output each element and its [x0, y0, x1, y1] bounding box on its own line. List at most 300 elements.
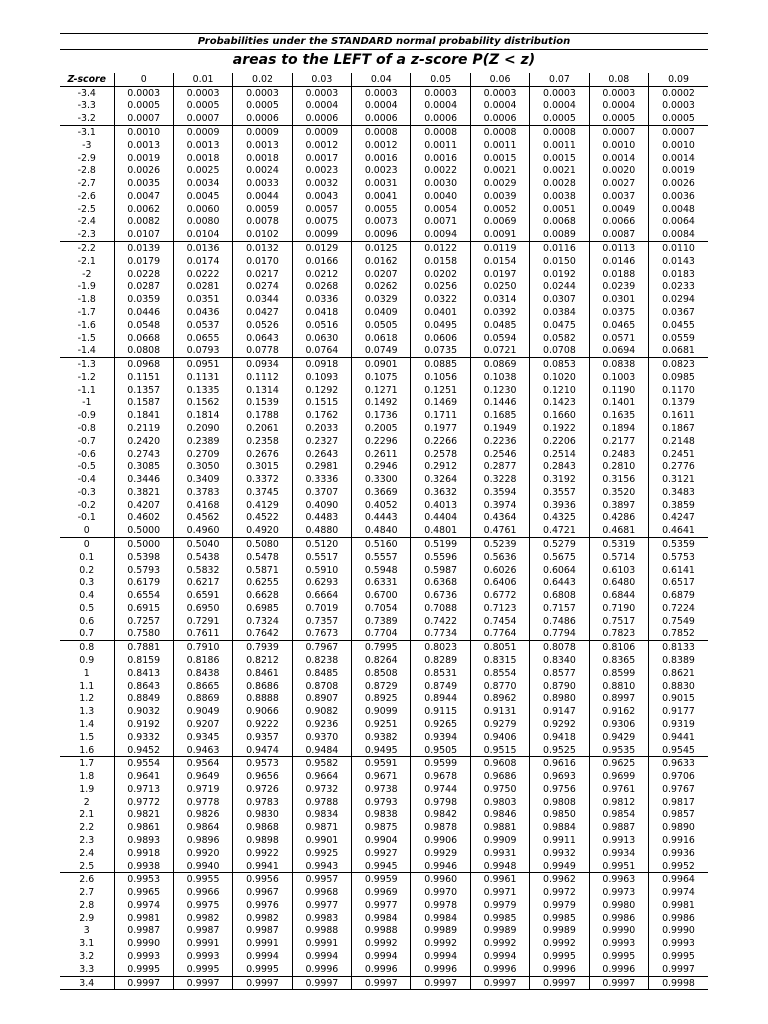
probability-cell: 0.0049: [589, 203, 648, 216]
probability-cell: 0.0132: [233, 242, 292, 255]
probability-cell: 0.0287: [114, 281, 173, 294]
z-score-cell: -0.3: [77, 486, 96, 498]
z-score-cell: -2.1: [77, 255, 96, 267]
probability-cell: 0.1230: [470, 384, 529, 397]
probability-cell: 0.0918: [292, 358, 351, 371]
table-row: [60, 976, 708, 990]
probability-cell: 0.9987: [233, 925, 292, 938]
probability-cell: 0.0025: [173, 164, 232, 177]
probability-cell: 0.0668: [114, 332, 173, 345]
probability-cell: 0.9207: [173, 718, 232, 731]
probability-cell: 0.0102: [233, 228, 292, 241]
decimal-column-header: 0: [114, 73, 173, 86]
probability-cell: 0.7190: [589, 602, 648, 615]
table-row: [60, 216, 708, 229]
table-row: [60, 126, 708, 139]
probability-cell: 0.9452: [114, 744, 173, 757]
probability-cell: 0.7967: [292, 641, 351, 654]
z-score-cell: -2.2: [60, 242, 114, 255]
probability-cell: 0.0107: [114, 228, 173, 241]
probability-cell: 0.9875: [352, 821, 411, 834]
probability-cell: 0.1020: [530, 371, 589, 384]
probability-cell: 0.9986: [589, 912, 648, 925]
table-row: [60, 306, 708, 319]
table-row: [60, 524, 708, 537]
probability-cell: 0.9192: [114, 718, 173, 731]
z-score-cell: -1.2: [77, 371, 96, 383]
probability-cell: 0.0003: [589, 86, 648, 99]
z-score-cell: 0: [60, 538, 114, 551]
probability-cell: 0.9991: [292, 937, 351, 950]
probability-cell: 0.7549: [649, 615, 708, 628]
probability-cell: 0.2676: [233, 448, 292, 461]
z-score-cell: 0.9: [79, 655, 95, 667]
probability-cell: 0.1977: [411, 422, 470, 435]
probability-cell: 0.0359: [114, 293, 173, 306]
probability-cell: 0.2236: [470, 435, 529, 448]
probability-cell: 0.0008: [470, 126, 529, 139]
probability-cell: 0.2420: [114, 435, 173, 448]
probability-cell: 0.0125: [352, 242, 411, 255]
probability-cell: 0.2546: [470, 448, 529, 461]
probability-cell: 0.9474: [233, 744, 292, 757]
probability-cell: 0.9345: [173, 731, 232, 744]
z-score-column-header: Z-score: [60, 73, 114, 86]
probability-cell: 0.9989: [411, 925, 470, 938]
probability-cell: 0.0064: [649, 216, 708, 229]
probability-cell: 0.9826: [173, 809, 232, 822]
probability-cell: 0.0418: [292, 306, 351, 319]
table-row: [60, 783, 708, 796]
probability-cell: 0.0465: [589, 319, 648, 332]
probability-cell: 0.0212: [292, 268, 351, 281]
probability-cell: 0.8133: [649, 641, 708, 654]
probability-cell: 0.0007: [114, 112, 173, 125]
probability-cell: 0.8962: [470, 693, 529, 706]
probability-cell: 0.9938: [114, 860, 173, 873]
probability-cell: 0.9922: [233, 847, 292, 860]
probability-cell: 0.0029: [470, 177, 529, 190]
probability-cell: 0.9713: [114, 783, 173, 796]
probability-cell: 0.4168: [173, 499, 232, 512]
table-row: [60, 667, 708, 680]
probability-cell: 0.8944: [411, 693, 470, 706]
probability-cell: 0.0179: [114, 255, 173, 268]
probability-cell: 0.9991: [173, 937, 232, 950]
probability-cell: 0.0113: [589, 242, 648, 255]
table-row: [60, 293, 708, 306]
probability-cell: 0.9406: [470, 731, 529, 744]
probability-cell: 0.0250: [470, 281, 529, 294]
probability-cell: 0.6517: [649, 576, 708, 589]
probability-cell: 0.9463: [173, 744, 232, 757]
table-row: [60, 564, 708, 577]
probability-cell: 0.0033: [233, 177, 292, 190]
table-row: [60, 744, 708, 757]
probability-cell: 0.9994: [411, 950, 470, 963]
probability-cell: 0.5675: [530, 551, 589, 564]
z-score-cell: 2: [83, 796, 90, 808]
probability-cell: 0.9821: [114, 809, 173, 822]
probability-cell: 0.8212: [233, 654, 292, 667]
probability-cell: 0.9599: [411, 757, 470, 770]
probability-cell: 0.9608: [470, 757, 529, 770]
probability-cell: 0.5910: [292, 564, 351, 577]
probability-cell: 0.7454: [470, 615, 529, 628]
z-score-cell: -2.9: [77, 152, 96, 164]
probability-cell: 0.9664: [292, 770, 351, 783]
probability-cell: 0.1210: [530, 384, 589, 397]
probability-cell: 0.0004: [470, 100, 529, 113]
probability-cell: 0.9693: [530, 770, 589, 783]
probability-cell: 0.1867: [649, 422, 708, 435]
probability-cell: 0.7357: [292, 615, 351, 628]
z-score-cell: 1.3: [79, 706, 95, 718]
probability-cell: 0.1685: [470, 409, 529, 422]
z-score-cell: 0.8: [60, 641, 114, 654]
probability-cell: 0.6591: [173, 589, 232, 602]
probability-cell: 0.0011: [411, 139, 470, 152]
table-row: [60, 242, 708, 255]
probability-cell: 0.5871: [233, 564, 292, 577]
probability-cell: 0.9988: [352, 925, 411, 938]
z-score-cell: 0.6: [79, 615, 95, 627]
probability-cell: 0.0078: [233, 216, 292, 229]
probability-cell: 0.0071: [411, 216, 470, 229]
z-score-cell: -0.9: [77, 410, 96, 422]
probability-cell: 0.9994: [352, 950, 411, 963]
probability-cell: 0.0094: [411, 228, 470, 241]
probability-cell: 0.9963: [589, 873, 648, 886]
probability-cell: 0.3974: [470, 499, 529, 512]
table-row: [60, 809, 708, 822]
probability-cell: 0.9082: [292, 705, 351, 718]
probability-cell: 0.3483: [649, 486, 708, 499]
probability-cell: 0.5000: [114, 524, 173, 537]
probability-cell: 0.9995: [589, 950, 648, 963]
probability-cell: 0.9495: [352, 744, 411, 757]
probability-cell: 0.1841: [114, 409, 173, 422]
probability-cell: 0.9989: [530, 925, 589, 938]
probability-cell: 0.2483: [589, 448, 648, 461]
probability-cell: 0.0003: [173, 86, 232, 99]
probability-cell: 0.1894: [589, 422, 648, 435]
table-row: [60, 203, 708, 216]
probability-cell: 0.9032: [114, 705, 173, 718]
probability-cell: 0.0013: [114, 139, 173, 152]
probability-cell: 0.3821: [114, 486, 173, 499]
probability-cell: 0.1587: [114, 397, 173, 410]
probability-cell: 0.9955: [173, 873, 232, 886]
probability-cell: 0.3897: [589, 499, 648, 512]
probability-cell: 0.0003: [114, 86, 173, 99]
table-row: [60, 435, 708, 448]
probability-cell: 0.8888: [233, 693, 292, 706]
probability-cell: 0.0012: [292, 139, 351, 152]
probability-cell: 0.1271: [352, 384, 411, 397]
probability-cell: 0.9982: [173, 912, 232, 925]
probability-cell: 0.0003: [530, 86, 589, 99]
probability-cell: 0.3264: [411, 473, 470, 486]
probability-cell: 0.0129: [292, 242, 351, 255]
probability-cell: 0.0192: [530, 268, 589, 281]
probability-cell: 0.0022: [411, 164, 470, 177]
table-row: [60, 705, 708, 718]
probability-cell: 0.1446: [470, 397, 529, 410]
probability-cell: 0.1788: [233, 409, 292, 422]
probability-cell: 0.0030: [411, 177, 470, 190]
z-score-cell: -3: [82, 139, 92, 151]
probability-cell: 0.4483: [292, 512, 351, 525]
probability-cell: 0.0006: [470, 112, 529, 125]
probability-cell: 0.9948: [470, 860, 529, 873]
probability-cell: 0.2643: [292, 448, 351, 461]
probability-cell: 0.9985: [530, 912, 589, 925]
table-row: [60, 319, 708, 332]
probability-cell: 0.1515: [292, 397, 351, 410]
probability-cell: 0.9987: [114, 925, 173, 938]
probability-cell: 0.0073: [352, 216, 411, 229]
z-score-cell: 1.4: [79, 718, 95, 730]
probability-cell: 0.9990: [589, 925, 648, 938]
probability-cell: 0.9986: [649, 912, 708, 925]
z-score-cell: -1: [82, 397, 92, 409]
z-score-cell: 2.8: [79, 899, 95, 911]
probability-cell: 0.9861: [114, 821, 173, 834]
probability-cell: 0.9761: [589, 783, 648, 796]
z-score-cell: 0.4: [79, 590, 95, 602]
probability-cell: 0.7486: [530, 615, 589, 628]
z-score-cell: -1.1: [77, 384, 96, 396]
table-row: [60, 796, 708, 809]
probability-cell: 0.0007: [589, 126, 648, 139]
probability-cell: 0.0122: [411, 242, 470, 255]
probability-cell: 0.2090: [173, 422, 232, 435]
table-row: [60, 693, 708, 706]
probability-cell: 0.0017: [292, 152, 351, 165]
probability-cell: 0.9441: [649, 731, 708, 744]
probability-cell: 0.0003: [352, 86, 411, 99]
probability-cell: 0.9292: [530, 718, 589, 731]
probability-cell: 0.8621: [649, 667, 708, 680]
probability-cell: 0.9726: [233, 783, 292, 796]
z-score-cell: -2: [82, 268, 92, 280]
probability-cell: 0.9706: [649, 770, 708, 783]
probability-cell: 0.0040: [411, 190, 470, 203]
probability-cell: 0.0188: [589, 268, 648, 281]
probability-cell: 0.9864: [173, 821, 232, 834]
probability-cell: 0.0003: [292, 86, 351, 99]
probability-cell: 0.2514: [530, 448, 589, 461]
probability-cell: 0.0006: [233, 112, 292, 125]
probability-cell: 0.9066: [233, 705, 292, 718]
probability-cell: 0.9878: [411, 821, 470, 834]
z-score-cell: -0.4: [77, 474, 96, 486]
probability-cell: 0.1292: [292, 384, 351, 397]
z-score-cell: -3.1: [60, 126, 114, 139]
probability-cell: 0.1314: [233, 384, 292, 397]
probability-cell: 0.5714: [589, 551, 648, 564]
probability-cell: 0.9994: [470, 950, 529, 963]
probability-cell: 0.0505: [352, 319, 411, 332]
probability-cell: 0.8599: [589, 667, 648, 680]
probability-cell: 0.0183: [649, 268, 708, 281]
probability-cell: 0.3336: [292, 473, 351, 486]
probability-cell: 0.9236: [292, 718, 351, 731]
probability-cell: 0.9982: [233, 912, 292, 925]
table-row: [60, 228, 708, 241]
table-row: [60, 268, 708, 281]
probability-cell: 0.9979: [530, 899, 589, 912]
probability-cell: 0.9750: [470, 783, 529, 796]
probability-cell: 0.7517: [589, 615, 648, 628]
probability-cell: 0.9995: [530, 950, 589, 963]
probability-cell: 0.0643: [233, 332, 292, 345]
probability-cell: 0.0150: [530, 255, 589, 268]
probability-cell: 0.4761: [470, 524, 529, 537]
probability-cell: 0.8810: [589, 680, 648, 693]
probability-cell: 0.0655: [173, 332, 232, 345]
probability-cell: 0.4052: [352, 499, 411, 512]
probability-cell: 0.0009: [233, 126, 292, 139]
probability-cell: 0.6103: [589, 564, 648, 577]
probability-cell: 0.9946: [411, 860, 470, 873]
table-row: [60, 757, 708, 770]
probability-cell: 0.5987: [411, 564, 470, 577]
probability-cell: 0.0004: [352, 100, 411, 113]
table-row: [60, 112, 708, 125]
probability-cell: 0.0010: [589, 139, 648, 152]
probability-cell: 0.0016: [352, 152, 411, 165]
probability-cell: 0.6772: [470, 589, 529, 602]
probability-cell: 0.1635: [589, 409, 648, 422]
probability-cell: 0.9306: [589, 718, 648, 731]
probability-cell: 0.5557: [352, 551, 411, 564]
probability-cell: 0.6368: [411, 576, 470, 589]
probability-cell: 0.9995: [173, 963, 232, 976]
probability-cell: 0.1335: [173, 384, 232, 397]
probability-cell: 0.0146: [589, 255, 648, 268]
probability-cell: 0.0091: [470, 228, 529, 241]
z-score-cell: 2.5: [79, 860, 95, 872]
probability-cell: 0.7257: [114, 615, 173, 628]
probability-cell: 0.0708: [530, 344, 589, 357]
probability-cell: 0.9394: [411, 731, 470, 744]
probability-cell: 0.0294: [649, 293, 708, 306]
probability-cell: 0.9983: [292, 912, 351, 925]
table-row: [60, 512, 708, 525]
probability-cell: 0.9564: [173, 757, 232, 770]
probability-cell: 0.0985: [649, 371, 708, 384]
probability-cell: 0.6554: [114, 589, 173, 602]
probability-cell: 0.6406: [470, 576, 529, 589]
probability-cell: 0.3557: [530, 486, 589, 499]
probability-cell: 0.9952: [649, 860, 708, 873]
probability-cell: 0.0475: [530, 319, 589, 332]
probability-cell: 0.0011: [530, 139, 589, 152]
decimal-column-header: 0.06: [470, 73, 529, 86]
decimal-column-header: 0.04: [352, 73, 411, 86]
probability-cell: 0.0009: [292, 126, 351, 139]
z-score-cell: -1.8: [77, 294, 96, 306]
probability-cell: 0.0427: [233, 306, 292, 319]
probability-cell: 0.9984: [411, 912, 470, 925]
table-row: [60, 680, 708, 693]
probability-cell: 0.7881: [114, 641, 173, 654]
probability-cell: 0.8849: [114, 693, 173, 706]
probability-cell: 0.0162: [352, 255, 411, 268]
probability-cell: 0.9993: [114, 950, 173, 963]
probability-cell: 0.9911: [530, 834, 589, 847]
probability-cell: 0.0008: [530, 126, 589, 139]
probability-cell: 0.2119: [114, 422, 173, 435]
probability-cell: 0.9772: [114, 796, 173, 809]
probability-cell: 0.9854: [589, 809, 648, 822]
z-score-cell: -1.4: [77, 345, 96, 357]
table-row: [60, 358, 708, 371]
probability-cell: 0.6026: [470, 564, 529, 577]
probability-cell: 0.2296: [352, 435, 411, 448]
probability-cell: 0.0005: [530, 112, 589, 125]
probability-cell: 0.9918: [114, 847, 173, 860]
probability-cell: 0.0455: [649, 319, 708, 332]
probability-cell: 0.7224: [649, 602, 708, 615]
probability-cell: 0.3669: [352, 486, 411, 499]
probability-cell: 0.9977: [292, 899, 351, 912]
probability-cell: 0.9904: [352, 834, 411, 847]
probability-cell: 0.0010: [649, 139, 708, 152]
probability-cell: 0.0057: [292, 203, 351, 216]
probability-cell: 0.3372: [233, 473, 292, 486]
probability-cell: 0.9997: [352, 976, 411, 990]
probability-cell: 0.0104: [173, 228, 232, 241]
probability-cell: 0.9967: [233, 886, 292, 899]
probability-cell: 0.9850: [530, 809, 589, 822]
probability-cell: 0.9959: [352, 873, 411, 886]
probability-cell: 0.6141: [649, 564, 708, 577]
probability-cell: 0.8980: [530, 693, 589, 706]
probability-cell: 0.0043: [292, 190, 351, 203]
table-row: [60, 384, 708, 397]
probability-cell: 0.9812: [589, 796, 648, 809]
probability-cell: 0.6985: [233, 602, 292, 615]
probability-cell: 0.9699: [589, 770, 648, 783]
probability-cell: 0.9997: [589, 976, 648, 990]
probability-cell: 0.4522: [233, 512, 292, 525]
probability-cell: 0.0007: [649, 126, 708, 139]
probability-cell: 0.9808: [530, 796, 589, 809]
probability-cell: 0.2981: [292, 460, 351, 473]
probability-cell: 0.0041: [352, 190, 411, 203]
probability-cell: 0.2206: [530, 435, 589, 448]
probability-cell: 0.4404: [411, 512, 470, 525]
probability-cell: 0.0089: [530, 228, 589, 241]
table-row: [60, 152, 708, 165]
probability-cell: 0.0019: [114, 152, 173, 165]
probability-cell: 0.0409: [352, 306, 411, 319]
probability-cell: 0.4641: [649, 524, 708, 537]
probability-cell: 0.4960: [173, 524, 232, 537]
probability-cell: 0.0032: [292, 177, 351, 190]
probability-cell: 0.2912: [411, 460, 470, 473]
probability-cell: 0.9994: [292, 950, 351, 963]
probability-cell: 0.4920: [233, 524, 292, 537]
probability-cell: 0.9719: [173, 783, 232, 796]
probability-cell: 0.0537: [173, 319, 232, 332]
probability-cell: 0.0143: [649, 255, 708, 268]
probability-cell: 0.1423: [530, 397, 589, 410]
probability-cell: 0.7088: [411, 602, 470, 615]
